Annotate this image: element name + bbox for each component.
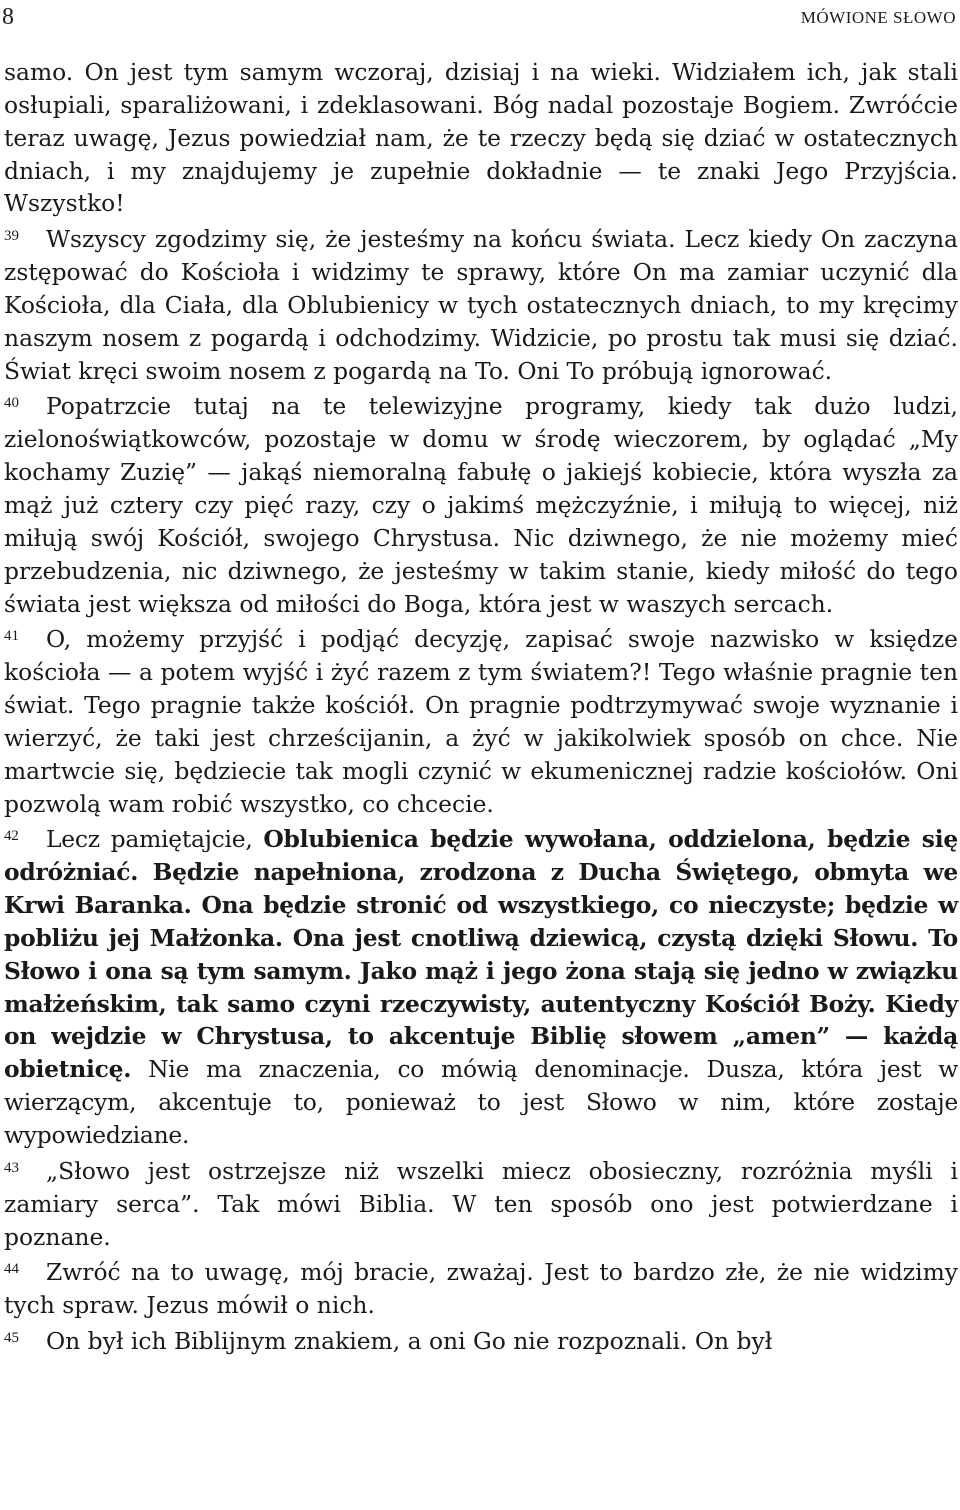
paragraph-text-outro: Nie ma znaczenia, co mówią denominacje. Dusza, która jest w wierzącym, akcentuje to, ponieważ to jest Słowo w nim, które zostaje wypowiedziane. [4,1055,958,1149]
paragraph-number: 41 [4,628,19,645]
paragraph-number: 42 [4,828,19,845]
running-title: MÓWIONE SŁOWO [800,8,956,27]
paragraph-43 [4,1152,958,1254]
paragraph-39 [4,220,958,387]
paragraph-42 [4,820,958,1151]
paragraph-text-emphasis: Oblubienica będzie wywołana, oddzielona, będzie się odróżniać. Będzie napełniona, zrodzona z Ducha Świętego, obmyta we Krwi Baranka. Ona będzie stronić od wszystkiego, co nieczyste; będzie w pobliżu jej Małżonka. Ona jest cnotliwą dziewicą, czystą dzięki Słowu. To Słowo i ona są tym samym. Jako mąż i jego żona stają się jedno w związku małżeńskim, tak samo czyni rzeczywisty, autentyczny Kościół Boży. Kiedy on wejdzie w Chrystusa, to akcentuje Biblię słowem „amen” — każdą obietnicę. [4,825,958,1084]
paragraph-number: 43 [4,1159,19,1176]
paragraph-text-intro: Lecz pamiętajcie, [46,825,264,854]
page-header [2,4,956,34]
paragraph-44 [4,1253,958,1322]
paragraph-text: Wszyscy zgodzimy się, że jesteśmy na końcu świata. Lecz kiedy On zaczyna zstępować do Kościoła i widzimy te sprawy, które On ma zamiar uczynić dla Kościoła, dla Ciała, dla Oblubienicy w tych ostatecznych dniach, to my kręcimy naszym nosem z pogardą i odchodzimy. Widzicie, po prostu tak musi się dziać. Świat kręci swoim nosem z pogardą na To. Oni To próbują ignorować. [4,225,958,385]
paragraph-45 [4,1322,958,1358]
paragraph-text: O, możemy przyjść i podjąć decyzję, zapisać swoje nazwisko w księdze kościoła — a potem wyjść i żyć razem z tym światem?! Tego właśnie pragnie ten świat. Tego pragnie także kościół. On pragnie podtrzymywać swoje wyznanie i wierzyć, że taki jest chrześcijanin, a żyć w jakikolwiek sposób on chce. Nie martwcie się, będziecie tak mogli czynić w ekumenicznej radzie kościołów. Oni pozwolą wam robić wszystko, co chcecie. [4,625,958,818]
paragraph-40 [4,387,958,620]
paragraph-number: 45 [4,1330,19,1347]
paragraph-text: Popatrzcie tutaj na te telewizyjne programy, kiedy tak dużo ludzi, zielonoświątkowców, pozostaje w domu w środę wieczorem, by oglądać „My kochamy Zuzię” — jakąś niemoralną fabułę o jakiejś kobiecie, która wyszła za mąż już cztery czy pięć razy, czy o jakimś mężczyźnie, i miłują to więcej, niż miłują swój Kościół, swojego Chrystusa. Nic dziwnego, że nie możemy mieć przebudzenia, nic dziwnego, że jesteśmy w takim stanie, kiedy miłość do tego świata jest większa od miłości do Boga, która jest w waszych sercach. [4,392,958,618]
paragraph-number: 39 [4,228,19,245]
paragraph-number: 44 [4,1261,19,1278]
paragraph-number: 40 [4,395,19,412]
paragraph-41 [4,620,958,820]
paragraph-text: „Słowo jest ostrzejsze niż wszelki miecz obosieczny, rozróżnia myśli i zamiary serca”. Tak mówi Biblia. W ten sposób ono jest potwierdzane i poznane. [4,1156,958,1251]
page-body [4,56,958,1358]
paragraph-continuation [4,56,958,220]
paragraph-text: On był ich Biblijnym znakiem, a oni Go nie rozpoznali. On był [46,1327,773,1356]
paragraph-text: samo. On jest tym samym wczoraj, dzisiaj i na wieki. Widziałem ich, jak stali osłupiali, sparaliżowani, i zdeklasowani. Bóg nadal pozostaje Bogiem. Zwróćcie teraz uwagę, Jezus powiedział nam, że te rzeczy będą się dziać w ostatecznych dniach, i my znajdujemy je zupełnie dokładnie — te znaki Jego Przyjścia. Wszystko! [4,58,958,218]
page-number: 8 [2,4,14,30]
paragraph-text: Zwróć na to uwagę, mój bracie, zważaj. Jest to bardzo złe, że nie widzimy tych spraw. Jezus mówił o nich. [4,1258,958,1320]
